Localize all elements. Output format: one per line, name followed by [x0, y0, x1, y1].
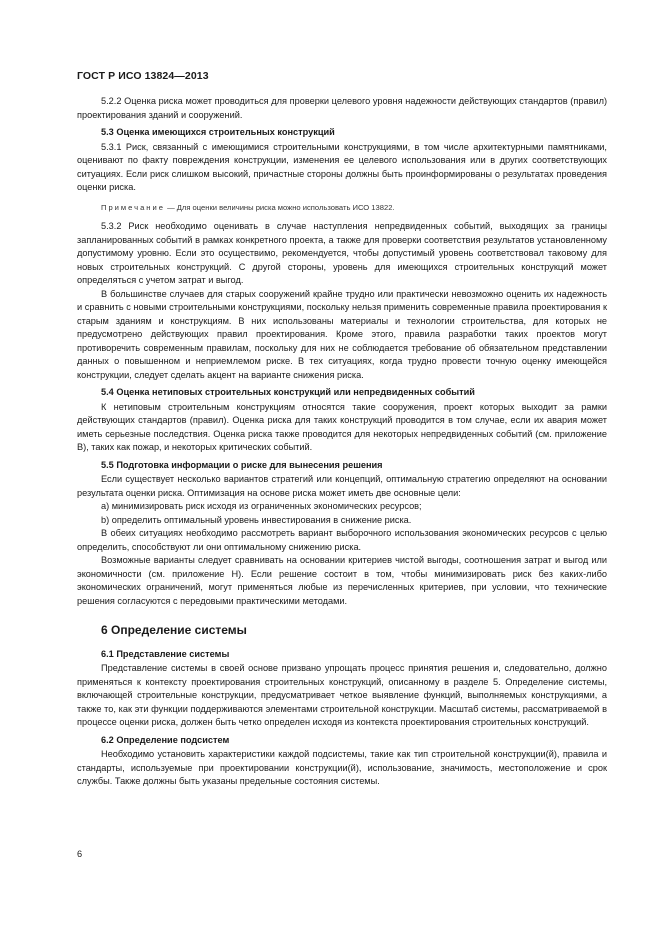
note-text: — Для оценки величины риска можно использовать ИСО 13822.	[164, 202, 395, 212]
document-body	[77, 95, 607, 789]
paragraph-5-3-1: 5.3.1 Риск, связанный с имеющимися строительными конструкциями, в том числе архитектурными памятниками, оценивают по факту повреждения конструкции, изменения ее целевого использования или в других соответствующих ситуациях. Если риск слишком высокий, причастные стороны должны быть проинформированы о результатах проведения оценки риска.	[77, 141, 607, 192]
paragraph-6-1: Представление системы в своей основе призвано упрощать процесс принятия решения и, следовательно, должно применяться к контексту проектирования строительных конструкций, описанному в разделе 5. Определение системы, включающей строительные конструкции, предусматривает четкое выявление функций, выполняемых конструкциями, а также то, как эти функции поддерживаются элементами строительной конструкции. Масштаб системы, рассматриваемой в процессе оценки риска, должен быть четко определен исходя из контекста проектирования строительных конструкций.	[77, 663, 607, 727]
paragraph-5-2-2: 5.2.2 Оценка риска может проводиться для проверки целевого уровня надежности действующих стандартов (правил) проектирования зданий и сооружений.	[77, 96, 607, 120]
list-item-b: b) определить оптимальный уровень инвестирования в снижение риска.	[101, 514, 412, 525]
note-label: Примечание	[101, 202, 165, 212]
heading-6: 6 Определение системы	[101, 623, 247, 637]
paragraph-5-4: К нетиповым строительным конструкциям относятся такие сооружения, проект которых выходит за рамки действующих стандартов (правил). Оценка риска для таких конструкций проводится в том случае, если их авария может иметь серьезные последствия. Оценка риска также проводится для некоторых непредвиденных событий (см. приложение В), таких как пожар, и некоторых критических событий.	[77, 401, 607, 452]
note	[77, 201, 607, 215]
paragraph-6-2: Необходимо установить характеристики каждой подсистемы, такие как тип строительной конструкции(й), правила и стандарты, используемые при проектировании конструкции(й), использование, значимость, местоположение и срок службы. Также должны быть указаны предельные состояния системы.	[77, 749, 607, 786]
heading-6-1: 6.1 Представление системы	[101, 648, 230, 659]
heading-5-5: 5.5 Подготовка информации о риске для вынесения решения	[101, 459, 383, 470]
list-item-a: a) минимизировать риск исходя из ограниченных экономических ресурсов;	[101, 501, 422, 511]
page-number: 6	[77, 849, 83, 859]
heading-6-2: 6.2 Определение подсистем	[101, 734, 230, 745]
paragraph-5-5-c: Возможные варианты следует сравнивать на основании критериев чистой выгоды, соотношения затрат и выгод или экономичности (см. приложение Н). Если решение состоит в том, чтобы минимизировать риск без каких-либо экономических ограничений, могут применяться любые из перечисленных критериев, при условии, что технические решения согласуются с передовыми практическими методами.	[77, 555, 607, 606]
paragraph-5-5-b: В обеих ситуациях необходимо рассмотреть вариант выборочного использования экономических ресурсов с целью определить, способствуют ли они оптимальному снижению риска.	[77, 528, 607, 552]
document-header: ГОСТ Р ИСО 13824—2013	[77, 70, 209, 82]
heading-5-4: 5.4 Оценка нетиповых строительных конструкций или непредвиденных событий	[101, 387, 475, 397]
heading-5-3: 5.3 Оценка имеющихся строительных конструкций	[101, 127, 335, 137]
paragraph-5-5: Если существует несколько вариантов стратегий или концепций, оптимальную стратегию определяют на основании результата оценки риска. Оптимизация на основе риска может иметь две основные цели:	[77, 474, 607, 498]
paragraph-5-3-2-continued: В большинстве случаев для старых сооружений крайне трудно или практически невозможно оценить их надежность и сравнить с новыми строительными конструкциями, поскольку нельзя применить современные правила проектирования к старым зданиям и конструкциям. В них использованы материалы и технологии строительства, для которых не предусмотрено действующих правил проектирования. Кроме этого, правила разработки таких проектов могут противоречить современным правилам, поскольку для них не соблюдается требование об обязательном представлении данных о повышенном и неприемлемом риске. В тех ситуациях, когда трудно провести точную оценку имеющейся конструкции, следует сделать акцент на варианте снижения риска.	[77, 288, 607, 380]
paragraph-5-3-2: 5.3.2 Риск необходимо оценивать в случае наступления непредвиденных событий, выходящих за границы запланированных событий в рамках конкретного проекта, а также для проверки соответствия результатов установленному допустимому уровню. Если это осуществимо, рекомендуется, чтобы допустимый уровень соответствовал таковому для новых строительных конструкций. С другой стороны, уровень для имеющихся строительных конструкций может определяться с учетом затрат и выгод.	[77, 221, 607, 285]
